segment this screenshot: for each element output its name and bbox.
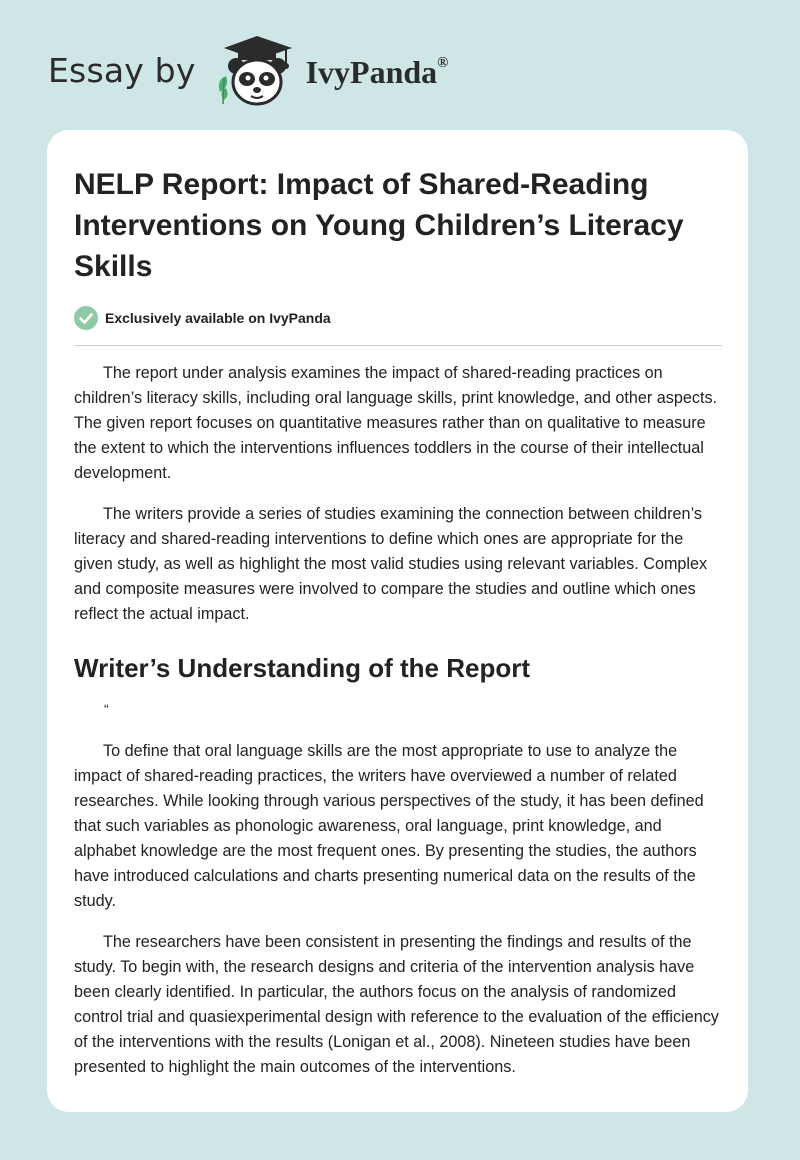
- essay-by-label: Essay by: [48, 50, 196, 90]
- divider: [74, 345, 722, 346]
- brand-name[interactable]: [306, 54, 449, 91]
- paragraph: To define that oral language skills are the most appropriate to use to analyze the impact of shared-reading practices, the writers have overviewed a number of related researches. While looking through various perspectives of the study, it has been defined that such variables as phonologic awareness, oral language, print knowledge, and alphabet knowledge are the most frequent ones. By presenting the studies, the authors have introduced calculations and charts presenting numerical data on the results of the study.: [74, 742, 704, 910]
- paragraph: The researchers have been consistent in presenting the findings and results of the study. To begin with, the research designs and criteria of the intervention analysis have been clearly identified. In particular, the authors focus on the analysis of randomized control trial and quasiexperimental design with reference to the evaluation of the efficiency of the interventions with the results (Lonigan et al., 2008). Nineteen studies have been presented to highlight the main outcomes of the interventions.: [74, 933, 719, 1076]
- article-title: NELP Report: Impact of Shared-Reading Interventions on Young Children’s Literacy Skills: [74, 168, 684, 283]
- paragraph: The writers provide a series of studies examining the connection between children’s literacy and shared-reading interventions to define which ones are appropriate for the given study, as well as highlight the most valid studies using relevant variables. Complex and composite measures were involved to compare the studies and outline which ones reflect the actual impact.: [74, 505, 708, 623]
- site-header: [48, 30, 448, 110]
- registered-mark: ®: [437, 54, 449, 71]
- exclusive-badge: [74, 305, 722, 331]
- article-body: [74, 361, 722, 1080]
- brand-text: IvyPanda: [305, 53, 438, 90]
- quote-mark: “: [104, 701, 109, 717]
- section-heading: Writer’s Understanding of the Report: [74, 653, 530, 683]
- exclusive-label: Exclusively available on IvyPanda: [105, 310, 331, 326]
- check-circle-icon: [74, 306, 98, 330]
- paragraph: The report under analysis examines the impact of shared-reading practices on children’s literacy skills, including oral language skills, print knowledge, and other aspects. The given report focuses on quantitative measures rather than on qualitative to measure the extent to which the interventions influences toddlers in the course of their intellectual development.: [74, 364, 718, 482]
- article-card: [47, 130, 748, 1112]
- panda-graduate-icon[interactable]: [214, 30, 300, 110]
